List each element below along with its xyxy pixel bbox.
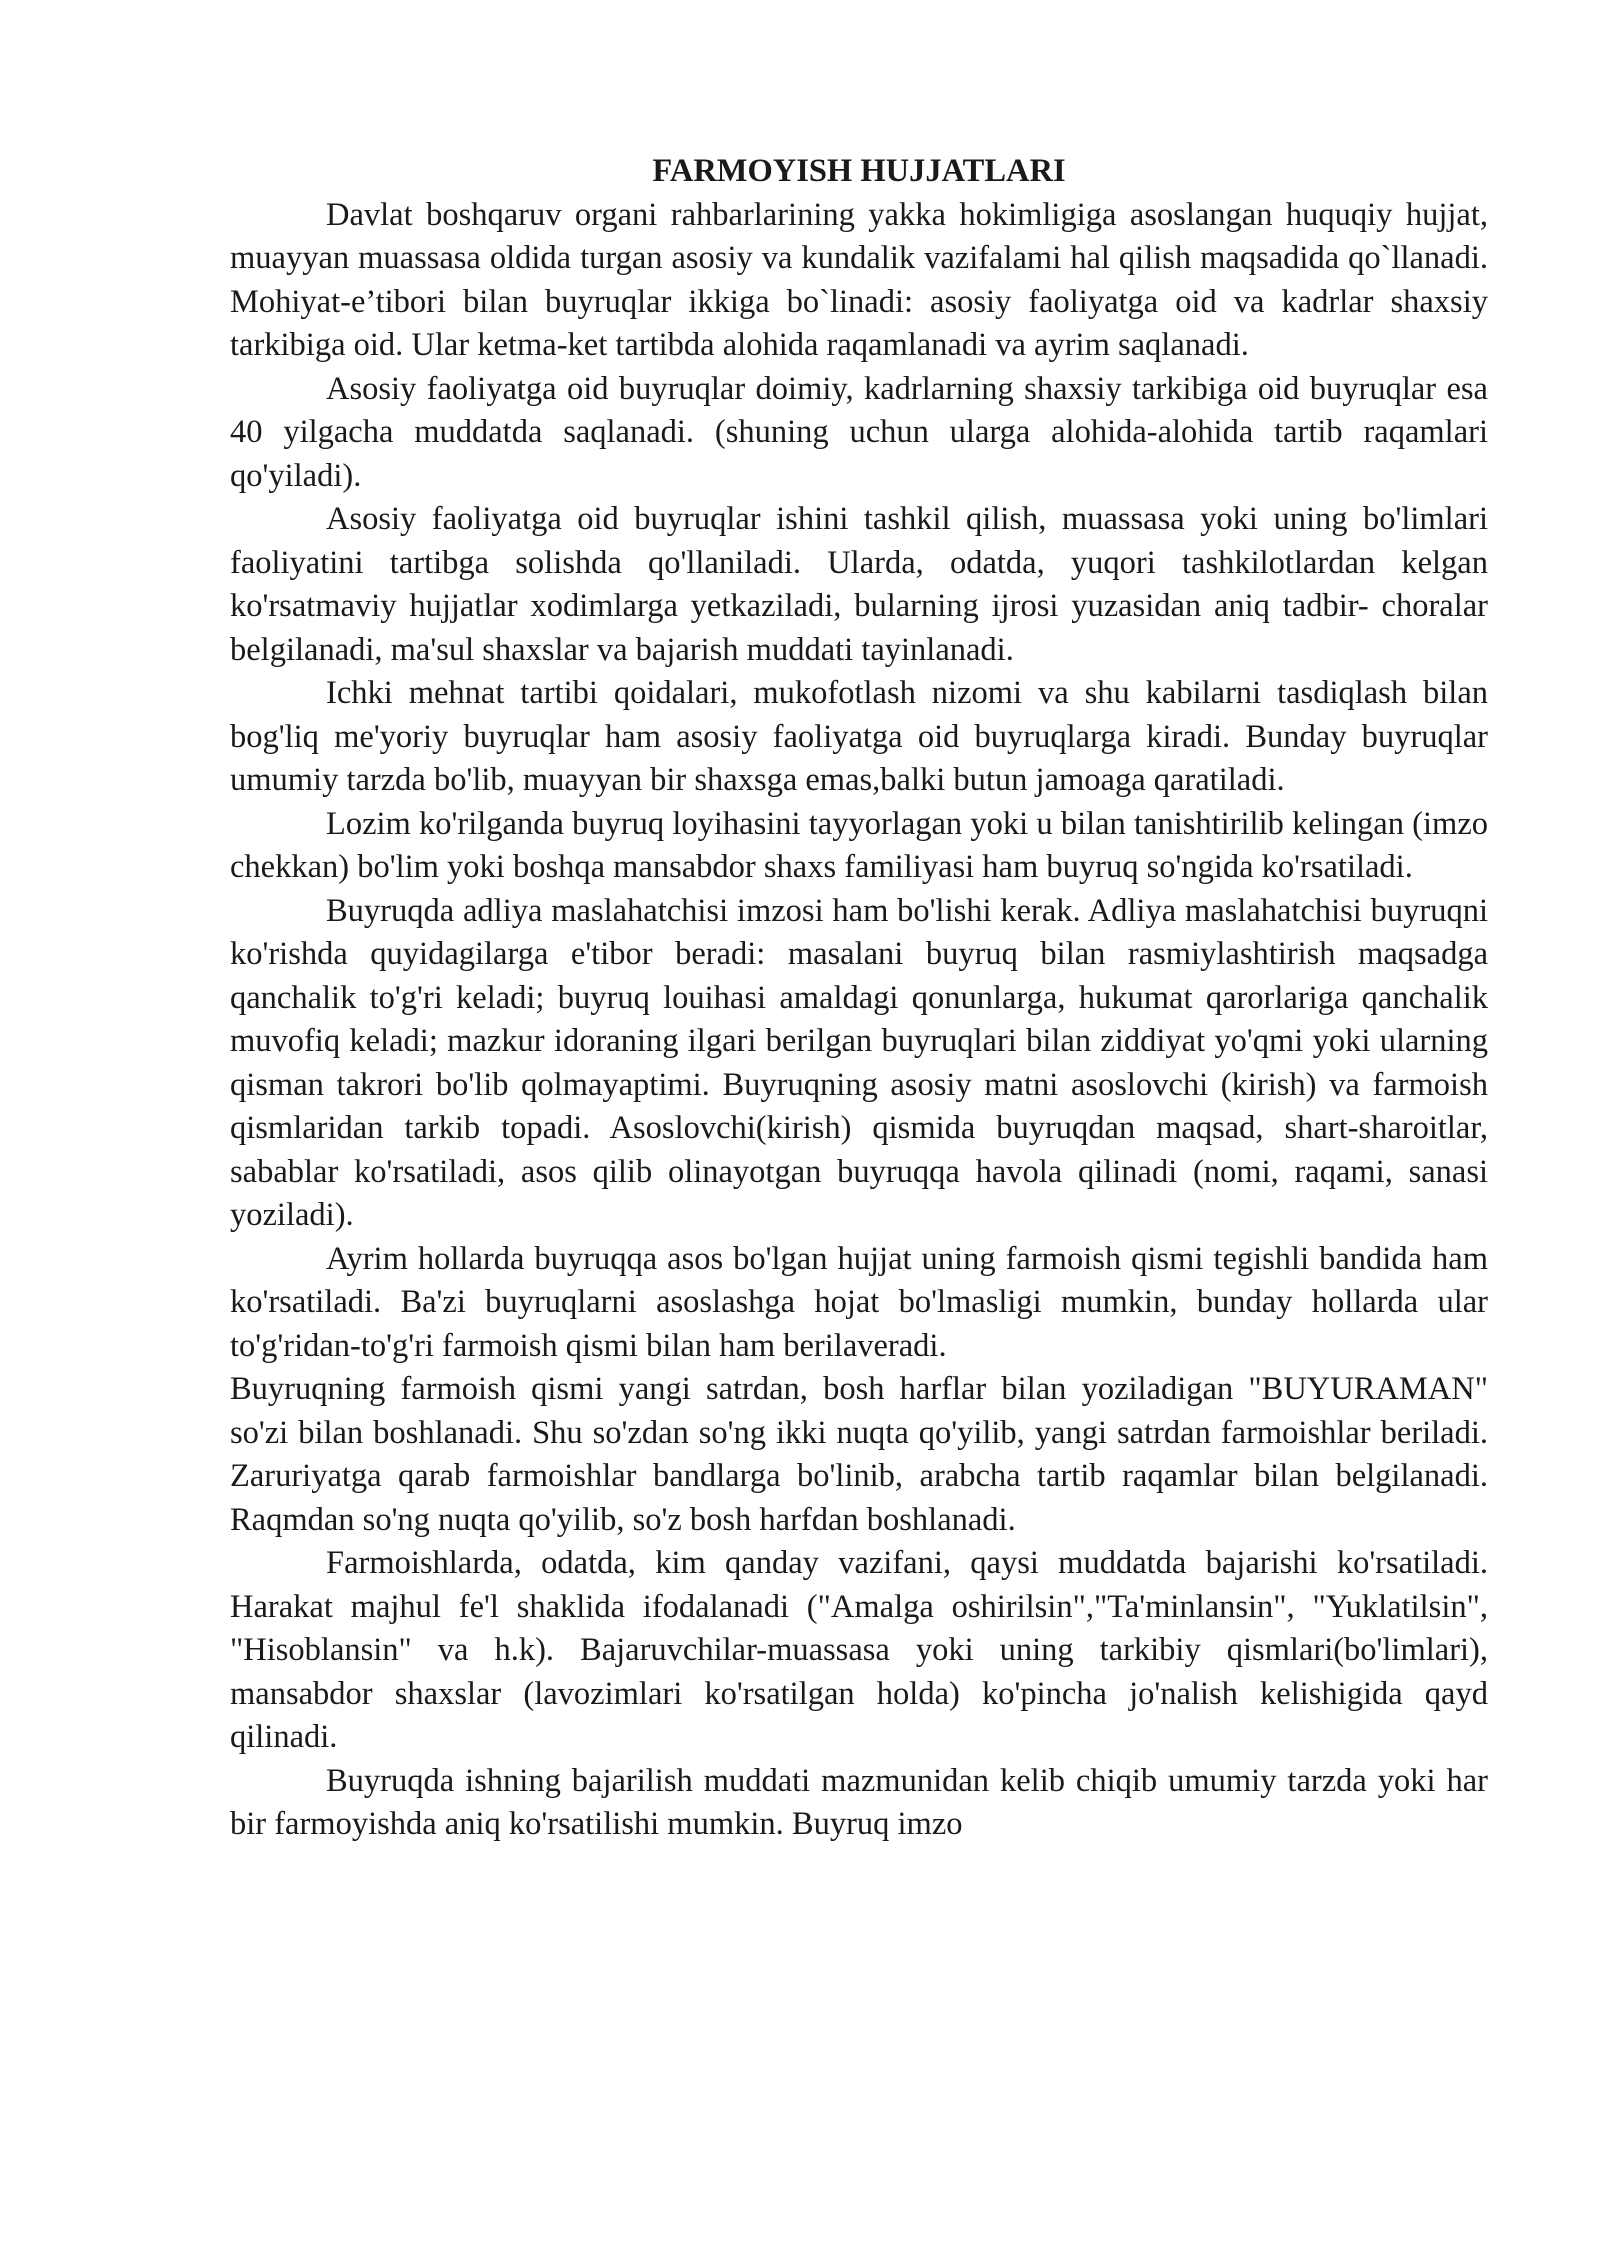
paragraph-7: Ayrim hollarda buyruqqa asos bo'lgan hujjat uning farmoish qismi tegishli bandida ham ko'rsatiladi. Ba'zi buyruqlarni asoslashga hojat bo'lmasligi mumkin, bunday hollarda ular to'g'ridan-to'g'ri farmoish qismi bilan ham berilaveradi. — [230, 1240, 1488, 1364]
paragraph-8: Buyruqning farmoish qismi yangi satrdan, bosh harflar bilan yoziladigan "BUYURAMAN" so'zi bilan boshlanadi. Shu so'zdan so'ng ikki nuqta qo'yilib, yangi satrdan farmoishlar beriladi. Zaruriyatga qarab farmoishlar bandlarga bo'linib, arabcha tartib raqamlar bilan belgilanadi. Raqmdan so'ng nuqta qo'yilib, so'z bosh harfdan boshlanadi. — [230, 1371, 1488, 1538]
document-body — [230, 194, 1488, 1847]
paragraph-4: Ichki mehnat tartibi qoidalari, mukofotlash nizomi va shu kabilarni tasdiqlash bilan bog'liq me'yoriy buyruqlar ham asosiy faoliyatga oid buyruqlarga kiradi. Bunday buyruqlar umumiy tarzda bo'lib, muayyan bir shaxsga emas,balki butun jamoaga qaratiladi. — [230, 675, 1488, 798]
paragraph-5: Lozim ko'rilganda buyruq loyihasini tayyorlagan yoki u bilan tanishtirilib kelingan (imzo chekkan) bo'lim yoki boshqa mansabdor shaxs familiyasi ham buyruq so'ngida ko'rsatiladi. — [230, 805, 1488, 885]
paragraph-9: Farmoishlarda, odatda, kim qanday vazifani, qaysi muddatda bajarishi ko'rsatiladi. Harakat majhul fe'l shaklida ifodalanadi ("Amalga oshirilsin","Ta'minlansin", "Yuklatilsin", "Hisoblansin" va h.k). Bajaruvchilar-muassasa yoki uning tarkibiy qismlari(bo'limlari), mansabdor shaxslar (lavozimlari ko'rsatilgan holda) ko'pincha jo'nalish kelishigida qayd qilinadi. — [230, 1545, 1488, 1755]
document-title: FARMOYISH HUJJATLARI — [652, 153, 1066, 189]
paragraph-2: Asosiy faoliyatga oid buyruqlar doimiy, kadrlarning shaxsiy tarkibiga oid buyruqlar esa 40 yilgacha muddatda saqlanadi. (shuning uchun ularga alohida-alohida tartib raqamlari qo'yiladi). — [230, 370, 1488, 494]
paragraph-6: Buyruqda adliya maslahatchisi imzosi ham bo'lishi kerak. Adliya maslahatchisi buyruqni ko'rishda quyidagilarga e'tibor beradi: masalani buyruq bilan rasmiylashtirish maqsadga qanchalik to'g'ri keladi; buyruq louihasi amaldagi qonunlarga, hukumat qarorlariga qanchalik muvofiq keladi; mazkur idoraning ilgari berilgan buyruqlari bilan ziddiyat yo'qmi yoki ularning qisman takrori bo'lib qolmayaptimi. Buyruqning asosiy matni asoslovchi (kirish) va farmoish qismlaridan tarkib topadi. Asoslovchi(kirish) qismida buyruqdan maqsad, shart-sharoitlar, sabablar ko'rsatiladi, asos qilib olinayotgan buyruqqa havola qilinadi (nomi, raqami, sanasi yoziladi). — [230, 892, 1488, 1233]
paragraph-1: Davlat boshqaruv organi rahbarlarining yakka hokimligiga asoslangan huquqiy hujjat, muayyan muassasa oldida turgan asosiy va kundalik vazifalami hal qilish maqsadida qo`llanadi. Mohiyat-e’tibori bilan buyruqlar ikkiga bo`linadi: asosiy faoliyatga oid va kadrlar shaxsiy tarkibiga oid. Ular ketma-ket tartibda alohida raqamlanadi va ayrim saqlanadi. — [230, 196, 1488, 363]
paragraph-10: Buyruqda ishning bajarilish muddati mazmunidan kelib chiqib umumiy tarzda yoki har bir farmoyishda aniq ko'rsatilishi mumkin. Buyruq imzo — [230, 1762, 1488, 1842]
paragraph-3: Asosiy faoliyatga oid buyruqlar ishini tashkil qilish, muassasa yoki uning bo'limlari faoliyatini tartibga solishda qo'llaniladi. Ularda, odatda, yuqori tashkilotlardan kelgan ko'rsatmaviy hujjatlar xodimlarga yetkaziladi, bularning ijrosi yuzasidan aniq tadbir- choralar belgilanadi, ma'sul shaxslar va bajarish muddati tayinlanadi. — [230, 501, 1488, 668]
document-page — [230, 150, 1488, 1847]
